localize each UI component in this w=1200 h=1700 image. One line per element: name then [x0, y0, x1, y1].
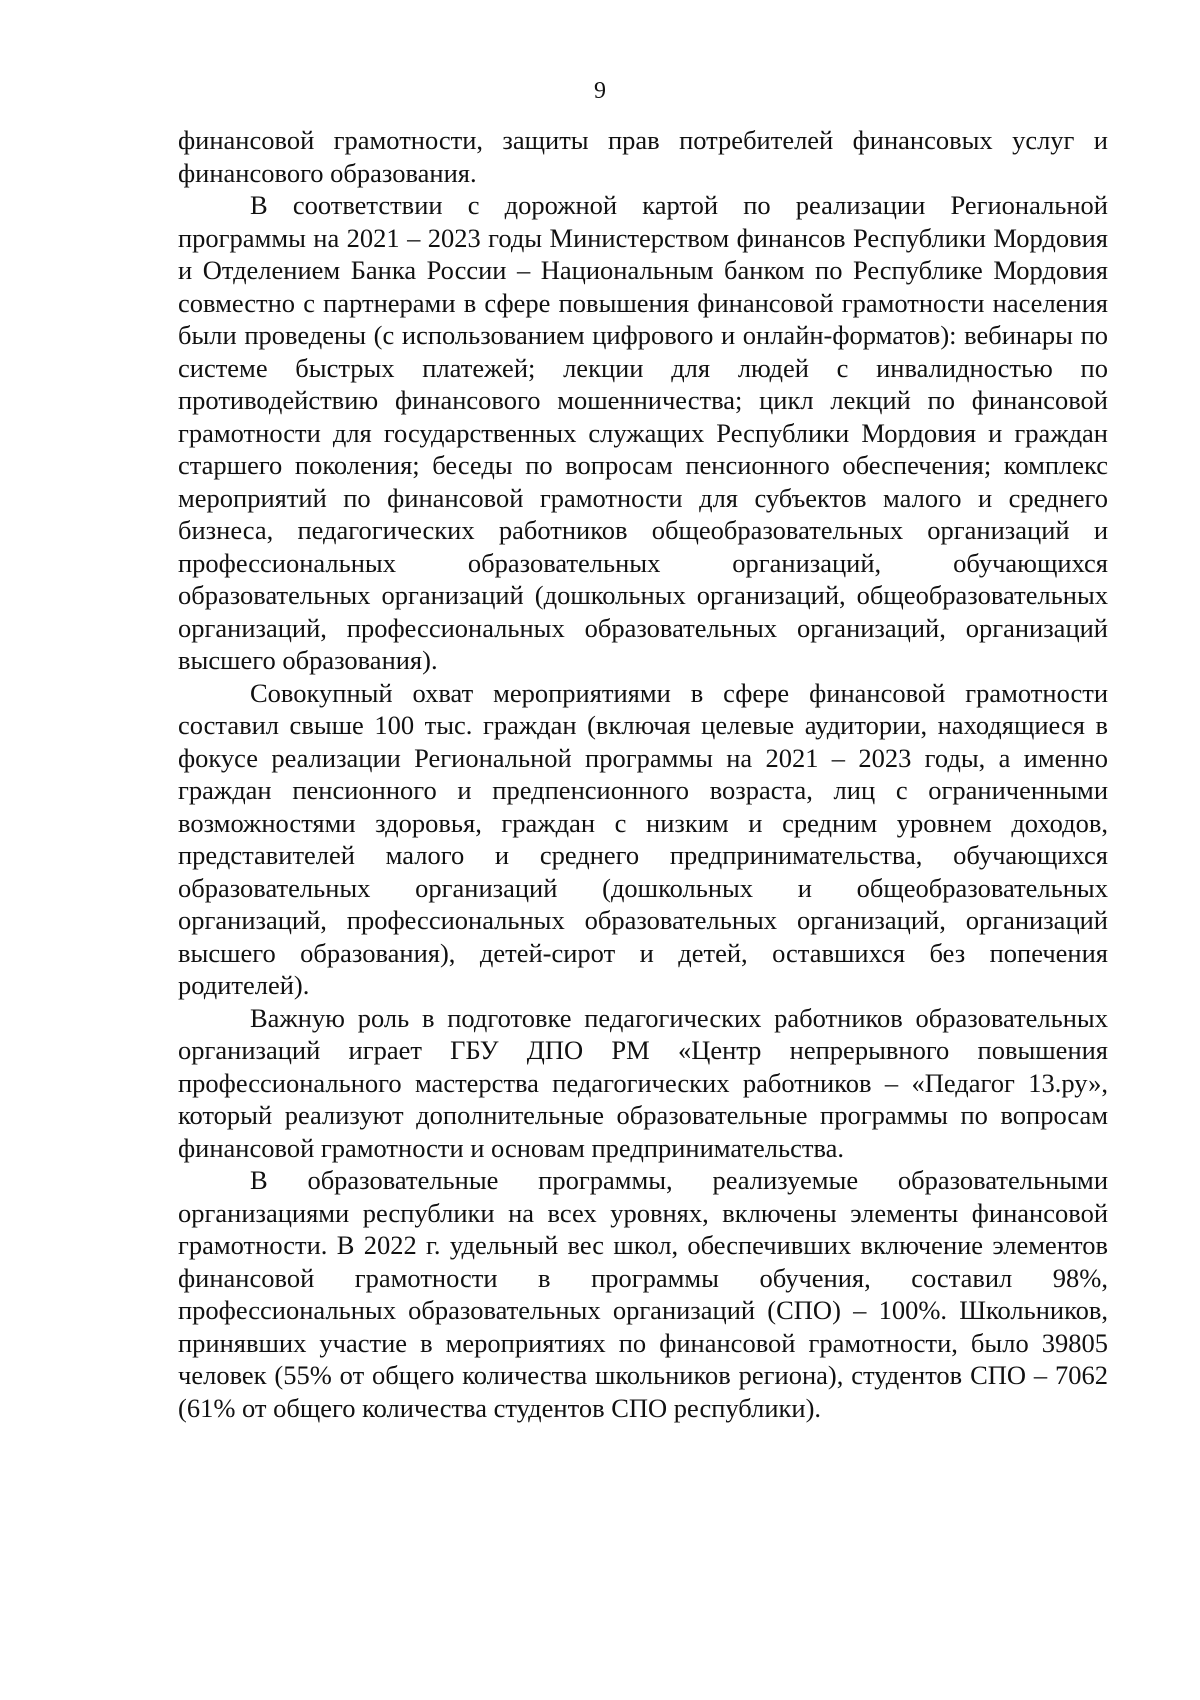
page-number: 9	[594, 78, 606, 104]
paragraph-coverage: Совокупный охват мероприятиями в сфере финансовой грамотности составил свыше 100 тыс. граждан (включая целевые аудитории, находящиеся в фокусе реализации Региональной программы на 2021 – 2023 годы, а именно граждан пенсионного и предпенсионного возраста, лиц с ограниченными возможностями здоровья, граждан с низким и средним уровнем доходов, представителей малого и среднего предпринимательства, обучающихся образовательных организаций (дошкольных и общеобразовательных организаций, профессиональных образовательных организаций, организаций высшего образования), детей-сирот и детей, оставшихся без попечения родителей).	[178, 677, 1108, 1000]
paragraph-teacher-training: Важную роль в подготовке педагогических работников образовательных организаций играет ГБУ ДПО РМ «Центр непрерывного повышения профессионального мастерства педагогических работников – «Педагог 13.ру», который реализуют дополнительные образовательные программы по вопросам финансовой грамотности и основам предпринимательства.	[178, 1002, 1108, 1163]
paragraph-roadmap-events: В соответствии с дорожной картой по реализации Региональной программы на 2021 – 2023 годы Министерством финансов Республики Мордовия и Отделением Банка России – Национальным банком по Республике Мордовия совместно с партнерами в сфере повышения финансовой грамотности населения были проведены (с использованием цифрового и онлайн-форматов): вебинары по системе быстрых платежей; лекции для людей с инвалидностью по противодействию финансового мошенничества; цикл лекций по финансовой грамотности для государственных служащих Республики Мордовия и граждан старшего поколения; беседы по вопросам пенсионного обеспечения; комплекс мероприятий по финансовой грамотности для субъектов малого и среднего бизнеса, педагогических работников общеобразовательных организаций и профессиональных образовательных организаций, обучающихся образовательных организаций (дошкольных организаций, общеобразовательных организаций, профессиональных образовательных организаций, организаций высшего образования).	[178, 190, 1108, 675]
paragraph-continuation: финансовой грамотности, защиты прав потребителей финансовых услуг и финансового образования.	[178, 125, 1108, 188]
paragraph-education-programs: В образовательные программы, реализуемые образовательными организациями республики на всех уровнях, включены элементы финансовой грамотности. В 2022 г. удельный вес школ, обеспечивших включение элементов финансовой грамотности в программы обучения, составил 98%, профессиональных образовательных организаций (СПО) – 100%. Школьников, принявших участие в мероприятиях по финансовой грамотности, было 39805 человек (55% от общего количества школьников региона), студентов СПО – 7062 (61% от общего количества студентов СПО республики).	[178, 1165, 1108, 1423]
document-body	[178, 124, 1108, 1424]
